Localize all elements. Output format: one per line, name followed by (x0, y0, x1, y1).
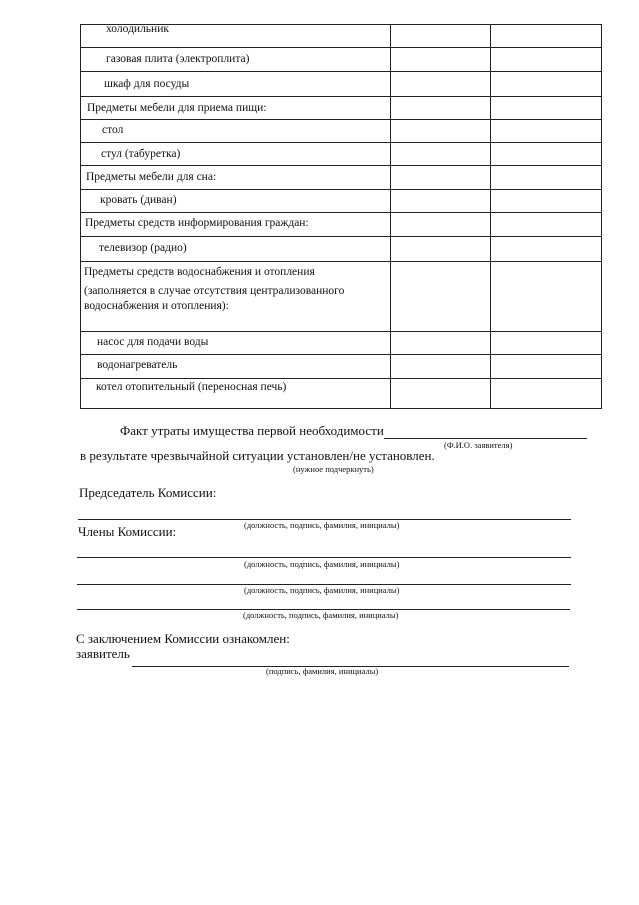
table-row (80, 355, 602, 379)
table-row (80, 213, 602, 237)
table-row (80, 379, 602, 409)
table-row (80, 166, 602, 190)
applicant-label: заявитель (76, 646, 130, 661)
table-row (80, 262, 602, 332)
table-row (80, 97, 602, 120)
table-row (80, 72, 602, 97)
row-section-label: Предметы мебели для приема пищи: (87, 102, 267, 114)
member-hint: (должность, подпись, фамилия, инициалы) (243, 610, 399, 620)
applicant-hint: (подпись, фамилия, инициалы) (266, 666, 379, 676)
row-label: насос для подачи воды (97, 336, 209, 348)
member-hint: (должность, подпись, фамилия, инициалы) (244, 585, 400, 595)
table-row (80, 143, 602, 166)
table-row (80, 24, 602, 48)
table-row (80, 237, 602, 262)
row-label: телевизор (радио) (99, 242, 187, 254)
row-label: водонагреватель (97, 359, 178, 371)
row-section-label: Предметы мебели для сна: (86, 171, 217, 183)
row-label: газовая плита (электроплита) (106, 53, 250, 65)
acquainted-label: С заключением Комиссии ознакомлен: (76, 631, 290, 646)
member-signature-line[interactable] (77, 557, 571, 558)
row-label: стул (табуретка) (101, 148, 181, 160)
row-label: кровать (диван) (100, 194, 177, 206)
chairman-hint: (должность, подпись, фамилия, инициалы) (244, 520, 400, 530)
row-label: шкаф для посуды (104, 78, 190, 90)
fio-hint: (Ф.И.О. заявителя) (444, 440, 513, 450)
table-row (80, 332, 602, 355)
fio-line[interactable] (384, 438, 587, 439)
row-section-label: Предметы средств водоснабжения и отопления (84, 266, 315, 278)
row-label: холодильник (106, 23, 169, 35)
row-label: стол (102, 124, 124, 136)
fact-text: Факт утраты имущества первой необходимости (120, 423, 384, 438)
chairman-label: Председатель Комиссии: (79, 485, 217, 500)
row-section-label: Предметы средств информирования граждан: (85, 217, 309, 229)
underline-hint: (нужное подчеркнуть) (293, 464, 374, 474)
table-row (80, 190, 602, 213)
member-hint: (должность, подпись, фамилия, инициалы) (244, 559, 400, 569)
members-label: Члены Комиссии: (78, 524, 177, 539)
table-row (80, 120, 602, 143)
row-note: (заполняется в случае отсутствия централизованного водоснабжения и отопления): (84, 285, 345, 312)
property-table (80, 24, 602, 409)
table-row (80, 48, 602, 72)
result-text: в результате чрезвычайной ситуации установлен/не установлен. (80, 448, 435, 463)
row-label: котел отопительный (переносная печь) (96, 381, 287, 393)
